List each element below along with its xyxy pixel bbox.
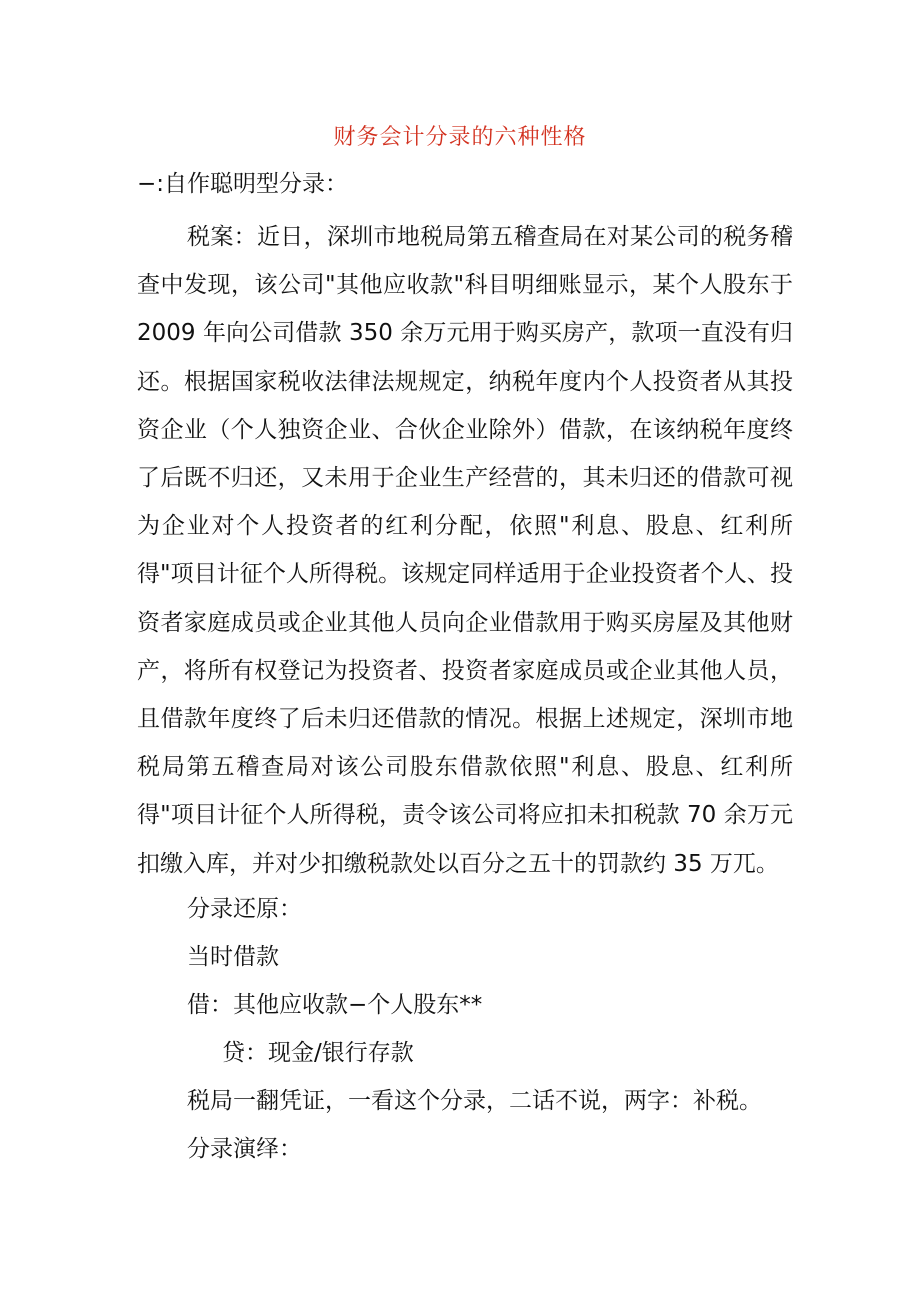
section-heading: −:自作聪明型分录： <box>137 171 349 197</box>
borrow-label: 当时借款 <box>187 944 279 970</box>
document-title: 财务会计分录的六种性格 <box>333 125 587 150</box>
tax-bureau-remark: 税局一翻凭证，一看这个分录，二话不说，两字：补税。 <box>187 1088 762 1114</box>
debit-entry: 借：其他应收款−个人股东** <box>187 992 483 1018</box>
case-paragraph: 税案：近日，深圳市地税局第五稽查局在对某公司的税务稽查中发现，该公司"其他应收款"科目明细账显示，某个人股东于2009 年向公司借款 350 余万元用于购买房产，款项一直没有归还。根据国家税收法律法规规定，纳税年度内个人投资者从其投资企业（个人独资企业、合伙企业除外）借款，在该纳税年度终了后既不归还，又未用于企业生产经营的，其未归还的借款可视为企业对个人投资者的红利分配，依照"利息、股息、红利所得"项目计征个人所得税。该规定同样适用于企业投资者个人、投资者家庭成员或企业其他人员向企业借款用于购买房屋及其他财产，将所有权登记为投资者、投资者家庭成员或企业其他人员，且借款年度终了后未归还借款的情况。根据上述规定，深圳市地税局第五稽查局对该公司股东借款依照"利息、股息、红利所得"项目计征个人所得税，责令该公司将应扣未扣税款 70 余万元扣缴入库，并对少扣缴税款处以百分之五十的罚款约 35 万兀。 <box>137 224 793 877</box>
credit-entry: 贷：现金/银行存款 <box>222 1040 414 1066</box>
restore-label: 分录还原： <box>187 896 302 922</box>
evolution-label: 分录演绎： <box>187 1136 302 1162</box>
